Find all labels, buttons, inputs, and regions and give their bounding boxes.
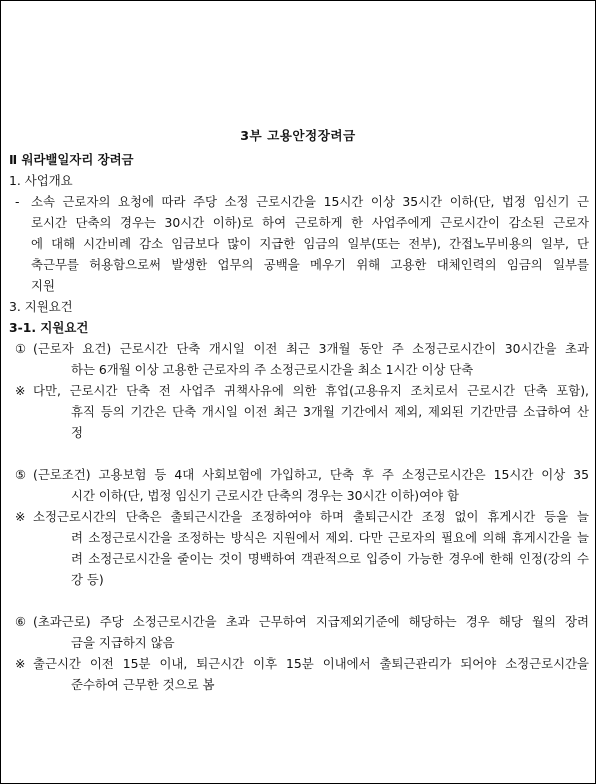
note5-line: 강 등) [71, 572, 104, 587]
note5-line: 려 소정근로시간을 줄이는 것이 명백하여 객관적으로 입증이 가능한 경우에 한해 인정(강의 수 [71, 551, 589, 566]
overview-dash: - [15, 194, 20, 209]
note1-line: 다만, 근로시간 단축 전 사업주 귀책사유에 의한 휴업(고용유지 조치로서 근로시간 단축 포함), [33, 383, 589, 398]
overview-line: 소속 근로자의 요청에 따라 주당 소정 근로시간을 15시간 이상 35시간 이하(단, 법정 임신기 근 [31, 194, 589, 209]
note1-line: 휴직 등의 기간은 단축 개시일 이전 최근 3개월 기간에서 제외, 제외된 기간만큼 소급하여 산 [71, 404, 589, 419]
item-marker-6: ⑥ [15, 614, 27, 629]
overview-line: 지원 [31, 278, 55, 293]
note1-line: 정 [71, 425, 83, 440]
requirements-subheading: 3-1. 지원요건 [9, 320, 89, 335]
item-marker-1: ① [15, 341, 27, 356]
note5-line: 려 소정근로시간을 조정하는 방식은 지원에서 제외. 다만 근로자의 필요에 의해 휴게시간을 늘 [71, 530, 589, 545]
overview-heading: 1. 사업개요 [9, 173, 73, 188]
overview-line: 에 대해 시간비례 감소 임금보다 많이 지급한 임금의 일부(또는 전부), 간접노무비용의 일부, 단 [31, 236, 589, 251]
item5-line: 시간 이하(단, 법정 임신기 근로시간 단축의 경우는 30시간 이하)여야 함 [71, 488, 459, 503]
note5-line: 소정근로시간의 단축은 출퇴근시간을 조정하여야 하며 출퇴근시간 조정 없이 휴게시간 등을 늘 [33, 509, 589, 524]
item1-line: (근로자 요건) 근로시간 단축 개시일 이전 최근 3개월 동안 주 소정근로시간이 30시간을 초과 [33, 341, 589, 356]
item6-line: 금을 지급하지 않음 [71, 635, 175, 650]
note-marker-1: ※ [15, 383, 26, 398]
item-marker-5: ⑤ [15, 467, 27, 482]
section-heading: Ⅱ 워라밸일자리 장려금 [9, 152, 134, 167]
note6-line: 출근시간 이전 15분 이내, 퇴근시간 이후 15분 이내에서 출퇴근관리가 되어야 소정근로시간을 [33, 656, 589, 671]
note-marker-5: ※ [15, 509, 26, 524]
overview-line: 로시간 단축의 경우는 30시간 이하)로 하여 근로하게 한 사업주에게 근로시간이 감소된 근로자 [31, 215, 589, 230]
doc-title: 3부 고용안정장려금 [240, 128, 356, 143]
item6-line: (초과근로) 주당 소정근로시간을 초과 근무하여 지급제외기준에 해당하는 경우 해당 월의 장려 [33, 614, 589, 629]
note-marker-6: ※ [15, 656, 26, 671]
note6-line: 준수하여 근무한 것으로 봄 [71, 677, 215, 692]
item1-line: 하는 6개월 이상 고용한 근로자의 주 소정근로시간을 최소 1시간 이상 단축 [71, 362, 474, 377]
item5-line: (근로조건) 고용보험 등 4대 사회보험에 가입하고, 단축 후 주 소정근로시간은 15시간 이상 35 [33, 467, 589, 482]
requirements-heading: 3. 지원요건 [9, 299, 73, 314]
overview-line: 축근무를 허용함으로써 발생한 업무의 공백을 메우기 위해 고용한 대체인력의 임금의 일부를 [31, 257, 589, 272]
